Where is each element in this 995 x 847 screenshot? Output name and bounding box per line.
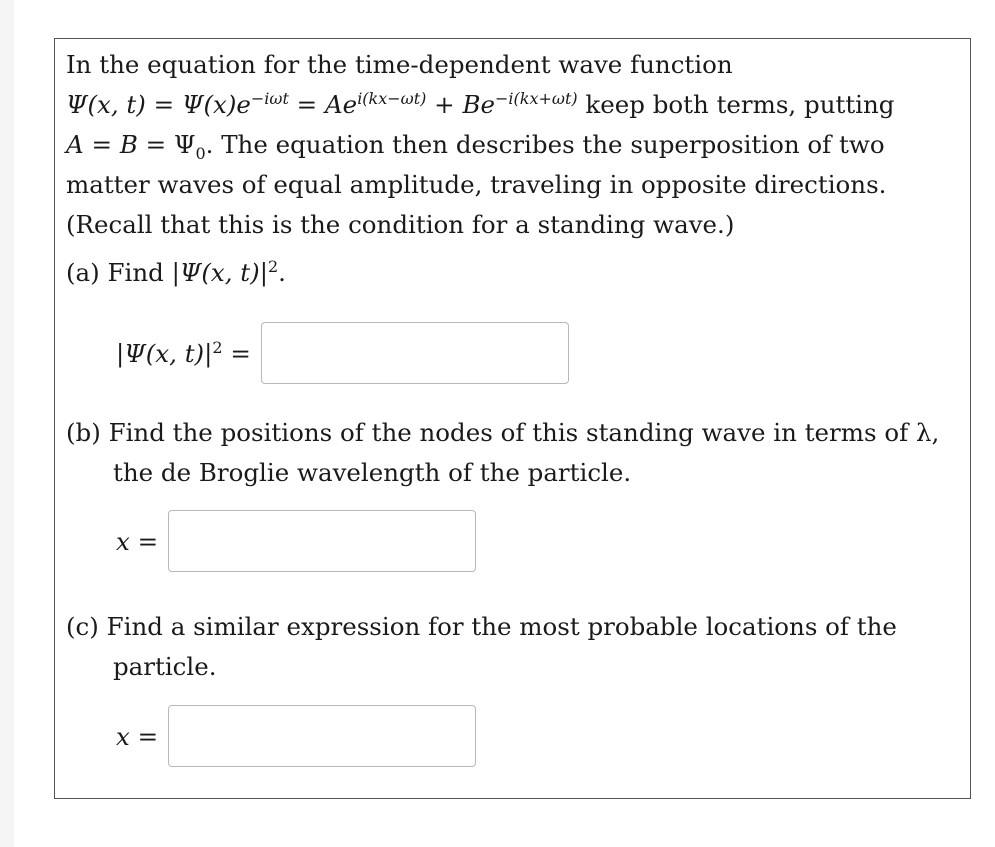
part-a-answer-label — [116, 339, 251, 368]
question-text — [66, 45, 961, 293]
exp-base-1: e — [236, 90, 251, 119]
part-b-label-equals: = — [129, 526, 159, 556]
equals-1: = — [145, 90, 182, 119]
part-a-answer-row — [116, 322, 569, 384]
exp-power-1: −iωt — [250, 88, 289, 108]
var-b: B — [119, 130, 138, 159]
part-a-label-expr: |Ψ(x, t)| — [116, 338, 213, 368]
intro-line-2-tail: keep both terms, putting — [577, 90, 895, 119]
part-a-label-power: 2 — [212, 337, 223, 357]
part-c-answer-input[interactable] — [168, 705, 476, 767]
psi-zero: Ψ — [173, 130, 196, 159]
wave-function-psi-x: Ψ(x) — [181, 90, 237, 119]
a-term-exponent: i(kx−ωt) — [357, 88, 427, 108]
b-term: Be — [462, 90, 496, 119]
part-b-prompt — [66, 413, 961, 493]
part-a-prefix: (a) Find — [66, 258, 172, 287]
part-c-answer-label — [116, 722, 158, 751]
part-b-answer-input[interactable] — [168, 510, 476, 572]
part-b-line-2: the de Broglie wavelength of the particle. — [113, 458, 632, 487]
part-a-answer-input[interactable] — [261, 322, 569, 384]
intro-line-5: (Recall that this is the condition for a standing wave.) — [66, 210, 735, 239]
part-c-answer-row — [116, 705, 476, 767]
equals-3: = — [83, 130, 120, 159]
var-a: A — [66, 130, 84, 159]
part-b-answer-row — [116, 510, 476, 572]
equals-2: = — [288, 90, 325, 119]
equals-4: = — [137, 130, 174, 159]
part-c-label-equals: = — [129, 721, 159, 751]
part-c-label-var: x — [116, 721, 130, 751]
b-term-exponent: −i(kx+ωt) — [495, 88, 578, 108]
part-b-label-var: x — [116, 526, 130, 556]
part-a-suffix: . — [278, 258, 286, 287]
part-a-power: 2 — [267, 256, 279, 276]
part-a-expr: |Ψ(x, t)| — [171, 258, 268, 287]
intro-line-2 — [66, 85, 961, 125]
plus-sign: + — [426, 90, 463, 119]
a-term: Ae — [324, 90, 358, 119]
left-margin-strip — [0, 0, 14, 847]
intro-line-1: In the equation for the time-dependent wave function — [66, 50, 733, 79]
question-box — [54, 38, 971, 799]
part-c-line-2: particle. — [113, 652, 217, 681]
psi-zero-subscript: 0 — [195, 143, 206, 163]
part-b-answer-label — [116, 527, 158, 556]
part-c-prompt — [66, 607, 961, 687]
intro-line-4: matter waves of equal amplitude, traveling in opposite directions. — [66, 170, 887, 199]
intro-line-3-tail: . The equation then describes the superposition of two — [205, 130, 885, 159]
part-c-line-1: (c) Find a similar expression for the most probable locations of the — [66, 612, 897, 641]
part-a-label-equals: = — [222, 338, 251, 368]
intro-line-3 — [66, 125, 961, 165]
wave-function-psi-xt: Ψ(x, t) — [66, 90, 146, 119]
part-b-line-1: (b) Find the positions of the nodes of this standing wave in terms of λ, — [66, 418, 940, 447]
part-a-prompt — [66, 253, 961, 293]
